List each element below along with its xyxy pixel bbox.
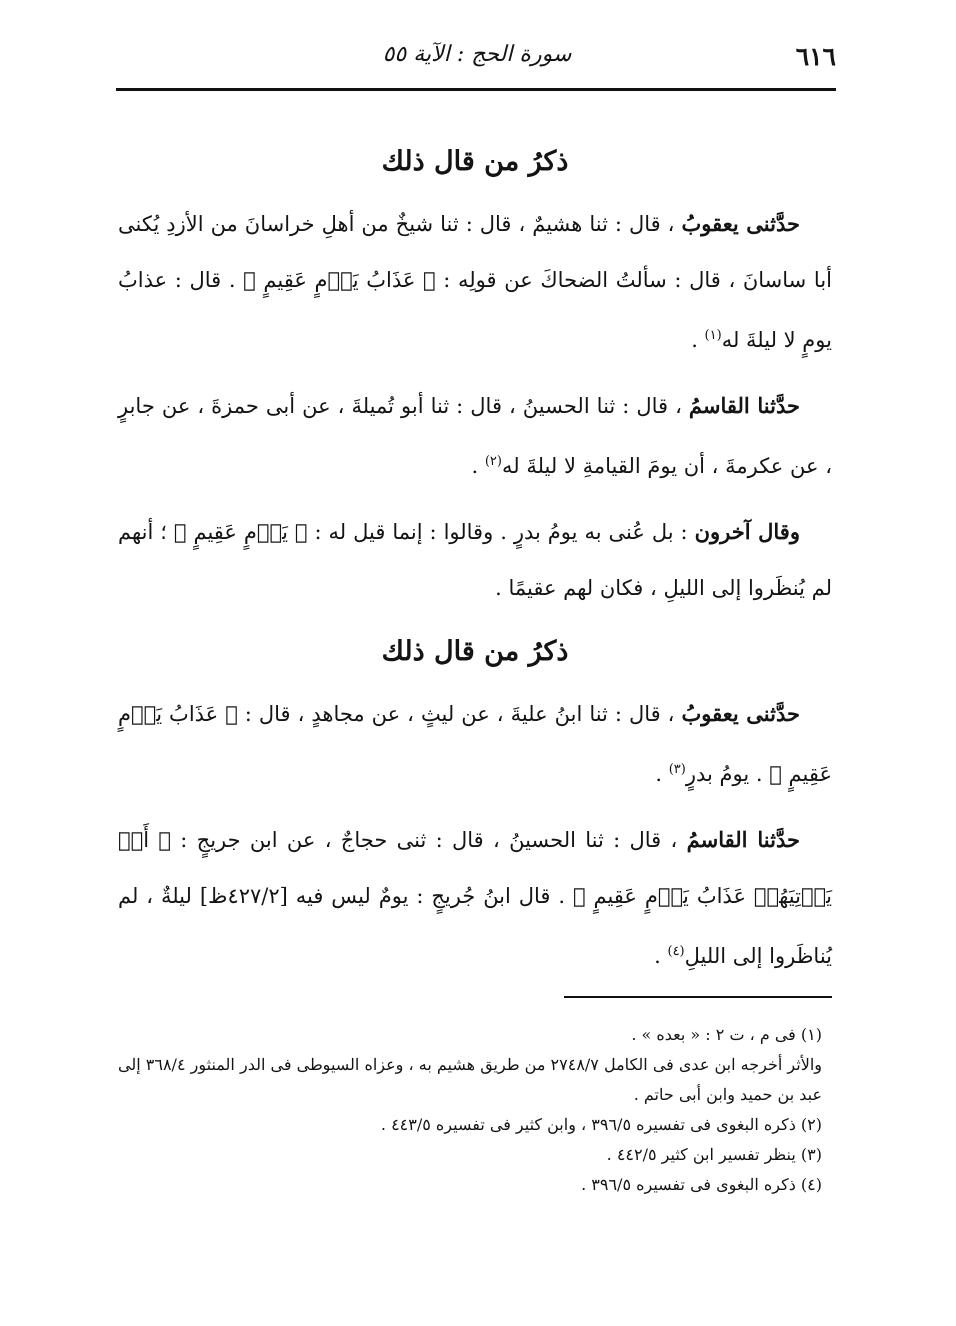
paragraph-end: . <box>691 328 705 352</box>
footnote: (٣) ينظر تفسير ابن كثير ٤٤٢/٥ . <box>606 1145 822 1164</box>
paragraph-text: ، قال : ثنا الحسينُ ، قال : ثنى حجاجٌ ، عن ابن جريجٍ : ﴿ أَوۡ يَأۡتِيَهُمۡ عَذَابُ يَوۡمٍ عَقِيمٍ ﴾ . قال ابنُ جُريجٍ : يومٌ ليس فيه [٤٢٧/٢ظ] ليلةٌ ، لم يُناظَروا إلى الليلِ <box>118 828 832 968</box>
paragraph-lead: وقال آخرون <box>694 519 800 544</box>
paragraph-lead: حدَّثنا القاسمُ <box>686 827 800 852</box>
paragraph-end: . <box>655 762 669 786</box>
footnote-marker: (٤) <box>667 944 685 959</box>
footnote-marker: (٢) <box>484 454 502 469</box>
narration-paragraph <box>118 378 832 494</box>
paragraph-end: . <box>654 944 668 968</box>
footnotes <box>118 1020 832 1200</box>
footnote: (٢) ذكره البغوى فى تفسيره ٣٩٦/٥ ، وابن كثير فى تفسيره ٤٤٣/٥ . <box>380 1115 822 1134</box>
paragraph-text: ، قال : ثنا ابنُ عليةَ ، عن ليثٍ ، عن مجاهدٍ ، قال : ﴿ عَذَابُ يَوۡمٍ عَقِيمٍ ﴾ . يومُ بدرٍ <box>118 702 832 786</box>
footnote-marker: (١) <box>704 328 722 343</box>
footnote-marker: (٣) <box>668 762 686 777</box>
header-rule <box>116 88 836 91</box>
footnote: (١) فى م ، ت ٢ : « بعده » . <box>631 1025 822 1044</box>
paragraph-end: . <box>471 454 485 478</box>
section-heading: ذكرُ من قال ذلك <box>381 636 569 667</box>
narration-paragraph <box>118 812 832 984</box>
main-text <box>118 136 832 994</box>
paragraph-lead: حدَّثنا القاسمُ <box>688 393 800 418</box>
paragraph-text: ، قال : ثنا هشيمٌ ، قال : ثنا شيخٌ من أهلِ خراسانَ من الأزدِ يُكنى أبا ساسانَ ، قال : سألتُ الضحاكَ عن قولِه : ﴿ عَذَابُ يَوۡمٍ عَقِيمٍ ﴾ . قال : عذابُ يومٍ لا ليلةَ له <box>118 212 832 352</box>
footnote-rule <box>564 996 832 998</box>
narration-paragraph <box>118 196 832 368</box>
running-head <box>118 36 836 84</box>
paragraph-lead: حدَّثنى يعقوبُ <box>681 211 800 236</box>
narration-paragraph <box>118 504 832 616</box>
section-heading: ذكرُ من قال ذلك <box>381 146 569 177</box>
page-number: ٦١٦ <box>795 42 836 71</box>
footnote: والأثر أخرجه ابن عدى فى الكامل ٢٧٤٨/٧ من طريق هشيم به ، وعزاه السيوطى فى الدر المنثور ٣٦٨/٤ إلى عبد بن حميد وابن أبى حاتم . <box>118 1055 822 1104</box>
narration-paragraph <box>118 686 832 802</box>
running-title: سورة الحج : الآية ٥٥ <box>382 42 572 67</box>
paragraph-lead: حدَّثنى يعقوبُ <box>681 701 800 726</box>
paragraph-text: ، قال : ثنا الحسينُ ، قال : ثنا أبو تُميلةَ ، عن أبى حمزةَ ، عن جابرٍ ، عن عكرمةَ ، أن يومَ القيامةِ لا ليلةَ له <box>118 394 832 478</box>
footnote: (٤) ذكره البغوى فى تفسيره ٣٩٦/٥ . <box>581 1175 822 1194</box>
paragraph-text: : بل عُنى به يومُ بدرٍ . وقالوا : إنما قيل له : ﴿ يَوۡمٍ عَقِيمٍ ﴾ ؛ أنهم لم يُنظَروا إلى الليلِ ، فكان لهم عقيمًا . <box>118 520 832 600</box>
